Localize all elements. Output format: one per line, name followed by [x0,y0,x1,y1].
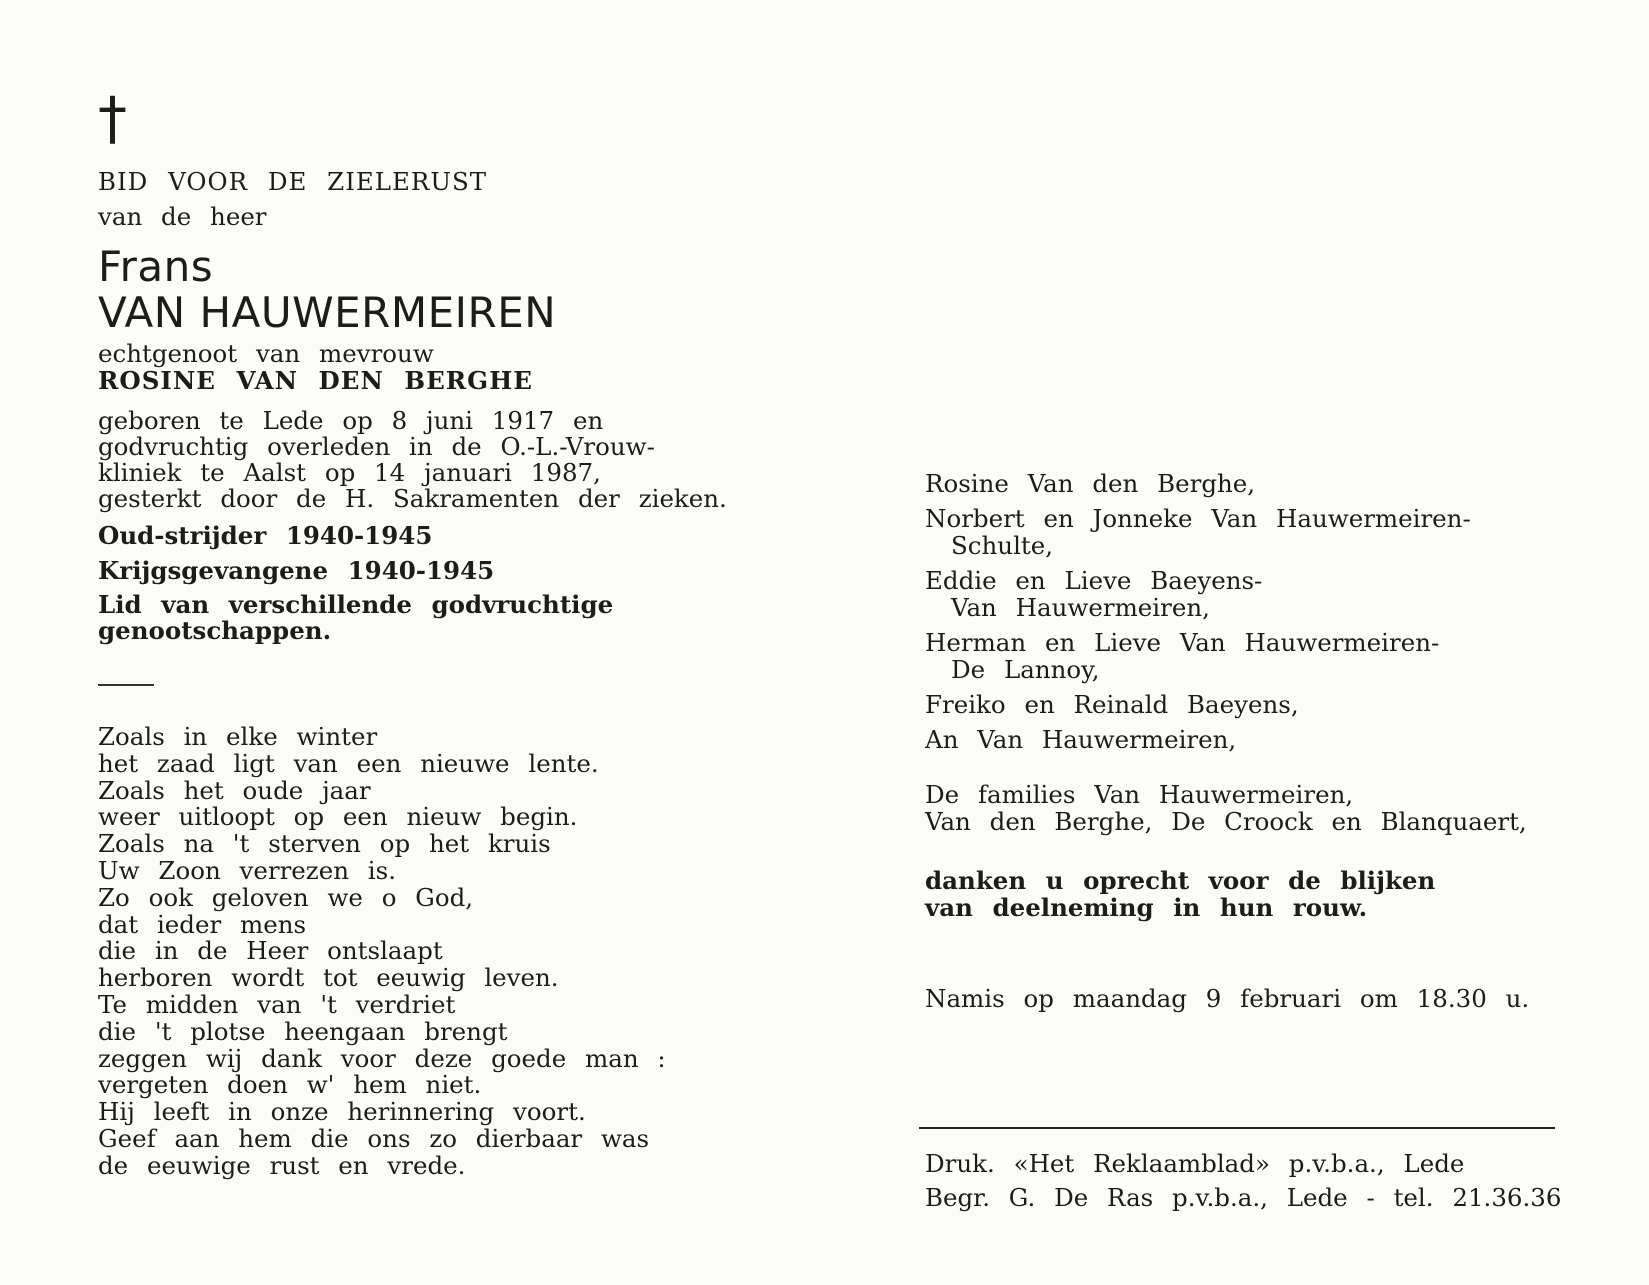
poem-line: vergeten doen w' hem niet. [98,1070,482,1100]
printer-credits [925,1147,1561,1215]
spouse-prefix: echtgenoot van mevrouw [98,339,434,368]
bio-text [98,408,798,512]
family-entry [925,726,1585,753]
poem-line: zeggen wij dank voor deze goede man : [98,1043,666,1073]
membership-text [98,592,798,644]
divider [98,684,154,686]
family-line: Eddie en Lieve Baeyens- [925,566,1263,595]
family-entry [925,691,1585,718]
poem-line: dat ieder mens [98,909,307,939]
poem-line: weer uitloopt op een nieuw begin. [98,802,578,832]
family-line: Van Hauwermeiren, [951,593,1210,622]
poem-line: Zoals het oude jaar [98,775,371,805]
poem-line: Zoals in elke winter [98,722,378,751]
left-panel [98,84,798,1180]
prayer-heading: BID VOOR DE ZIELERUST [98,167,488,196]
service-notice: Namis op maandag 9 februari om 18.30 u. [925,984,1530,1013]
spouse-name: ROSINE VAN DEN BERGHE [98,366,533,395]
printer-line: Begr. G. De Ras p.v.b.a., Lede - tel. 21.36.36 [925,1183,1562,1212]
family-line: An Van Hauwermeiren, [925,725,1237,754]
family-line: Rosine Van den Berghe, [925,469,1256,498]
family-line: Norbert en Jonneke Van Hauwermeiren- [925,504,1471,533]
family-line: De Lannoy, [951,655,1100,684]
family-line: Schulte, [951,531,1054,560]
thanks-block [925,867,1585,921]
right-panel [925,470,1585,1012]
poem-line: Te midden van 't verdriet [98,989,456,1019]
van-de-heer: van de heer [98,202,267,231]
first-name: Frans [98,242,214,291]
poem-line: die 't plotse heengaan brengt [98,1016,508,1046]
poem-line: Zoals na 't sterven op het kruis [98,829,551,859]
poem-line: het zaad ligt van een nieuwe lente. [98,748,599,778]
cross-icon: † [98,84,127,152]
bio-line: geboren te Lede op 8 juni 1917 en [98,406,604,435]
families-line: Van den Berghe, De Croock en Blanquaert, [925,807,1527,836]
poem-line: Geef aan hem die ons zo dierbaar was [98,1123,650,1153]
family-line: Herman en Lieve Van Hauwermeiren- [925,628,1440,657]
poem [98,724,798,1180]
last-name: VAN HAUWERMEIREN [98,288,557,337]
membership-line: Lid van verschillende godvruchtige [98,590,614,619]
families-line: De families Van Hauwermeiren, [925,780,1354,809]
poem-line: Zo ook geloven we o God, [98,882,474,912]
poem-line: die in de Heer ontslaapt [98,936,443,966]
prisoner-line: Krijgsgevangene 1940-1945 [98,556,495,585]
thanks-line: van deelneming in hun rouw. [925,893,1368,922]
bio-line: gesterkt door de H. Sakramenten der zieken. [98,484,727,513]
family-entry [925,505,1585,559]
bio-line: kliniek te Aalst op 14 januari 1987, [98,458,601,487]
footer-rule [919,1127,1555,1129]
membership-line: genootschappen. [98,616,332,645]
poem-line: Uw Zoon verrezen is. [98,855,397,885]
families-block [925,781,1585,835]
family-line: Freiko en Reinald Baeyens, [925,690,1299,719]
family-entry [925,470,1585,497]
veteran-line: Oud-strijder 1940-1945 [98,521,433,550]
poem-line: Hij leeft in onze herinnering voort. [98,1097,586,1127]
bio-line: godvruchtig overleden in de O.-L.-Vrouw- [98,432,655,461]
poem-line: herboren wordt tot eeuwig leven. [98,963,559,993]
family-entry [925,567,1585,621]
thanks-line: danken u oprecht voor de blijken [925,866,1436,895]
printer-line: Druk. «Het Reklaamblad» p.v.b.a., Lede [925,1149,1465,1178]
family-entry [925,629,1585,683]
poem-line: de eeuwige rust en vrede. [98,1150,466,1180]
